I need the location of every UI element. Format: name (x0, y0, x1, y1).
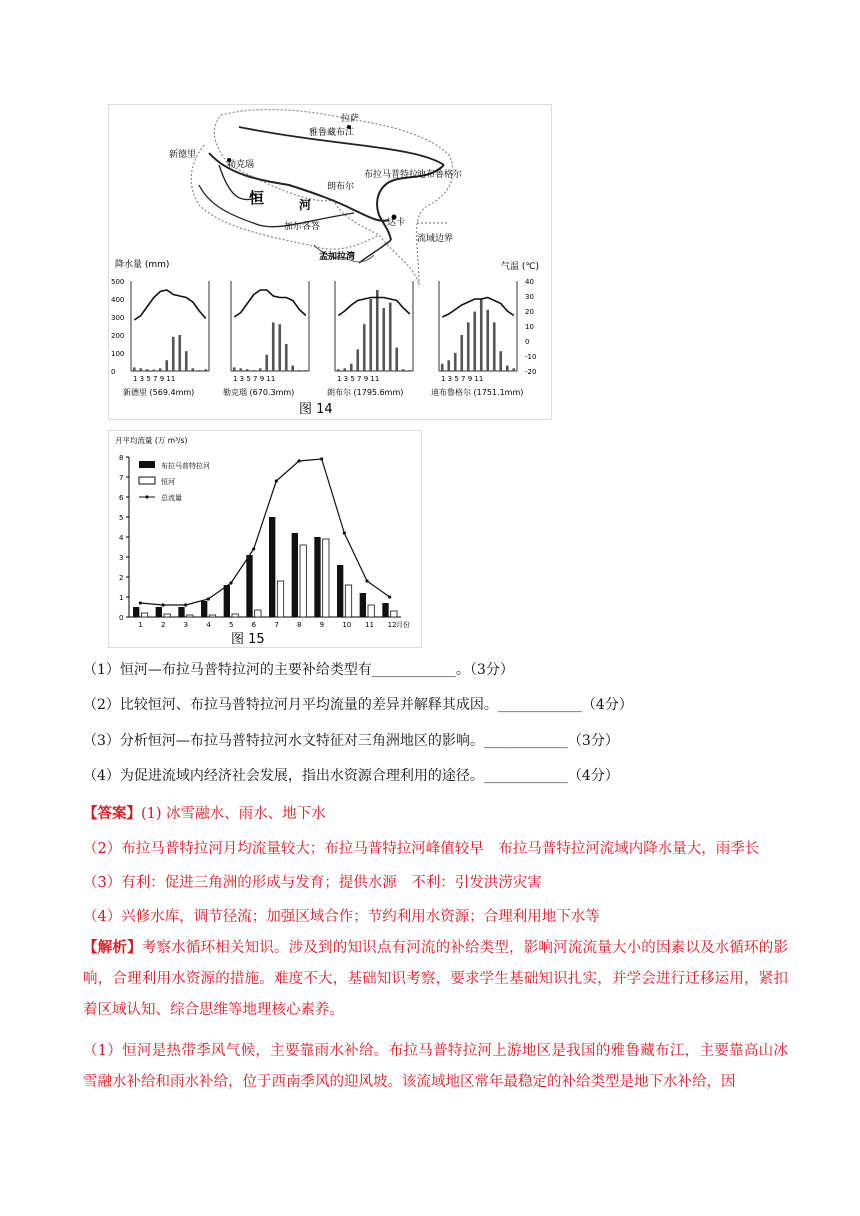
legend-label-brahmaputra: 布拉马普特拉河 (161, 462, 210, 470)
ganges-bar (232, 614, 238, 617)
y-tick-label: 3 (119, 554, 124, 562)
basin-boundary-south (191, 145, 379, 249)
total-flow-point (184, 603, 187, 606)
precip-bar (473, 312, 476, 371)
chart-x-unit: 月份 (396, 621, 410, 629)
analysis-paragraph-1: （1）恒河是热带季风气候，主要靠雨水补给。布拉马普特拉河上游地区是我国的雅鲁藏布江，主要靠高山冰雪融水补给和雨水补给，位于西南季风的迎风坡。该流域地区常年最稳定的补给类型是地下水补给，因 (83, 1043, 788, 1090)
precip-bar (172, 337, 175, 371)
figure-14-caption: 图 14 (299, 402, 333, 417)
total-flow-point (139, 601, 142, 604)
label-bay: 孟加拉湾 (319, 252, 356, 262)
precip-bar (191, 368, 194, 371)
precip-bar (198, 370, 201, 371)
month-ticks: 1 3 5 7 9 11 (233, 375, 276, 383)
precip-bar (272, 322, 275, 371)
label-yarlung: 雅鲁藏布江 (309, 128, 355, 138)
station-label: 勒克瑙 (670.3mm) (223, 388, 295, 397)
temp-tick: 40 (525, 278, 534, 286)
question-4: （4）为促进流域内经济社会发展，指出水资源合理利用的途径。____________（4分） (83, 768, 619, 784)
figure-14 (108, 104, 552, 420)
legend-dot-total (145, 495, 148, 498)
brahmaputra-bar (224, 585, 230, 617)
x-tick-label: 3 (183, 621, 189, 629)
temp-curve (134, 290, 206, 320)
figure-14-graphic (109, 105, 551, 419)
analysis-text: 考察水循环相关知识。涉及到的知识点有河流的补给类型，影响河流流量大小的因素以及水循环的影响，合理利用水资源的措施。难度不大，基础知识考察，要求学生基础知识扎实，并学会进行迁移运用，紧扣着区域认知、综合思维等地理核心素养。 (83, 940, 788, 1018)
precip-bar (233, 367, 236, 371)
precip-bar (408, 370, 411, 371)
x-tick-label: 6 (251, 621, 257, 629)
temp-curve (234, 290, 305, 317)
total-flow-point (275, 479, 278, 482)
ganges-bar (187, 615, 193, 617)
ganges-bar (345, 585, 351, 617)
total-flow-point (207, 597, 210, 600)
x-tick-label: 1 (138, 621, 143, 629)
total-flow-point (320, 457, 323, 460)
precip-bar (382, 308, 385, 371)
temp-tick: -20 (525, 368, 537, 376)
brahmaputra-bar (246, 555, 252, 617)
label-kolkata: 加尔各答 (284, 222, 321, 232)
precip-bar (337, 369, 340, 371)
month-ticks: 1 3 5 7 9 11 (337, 375, 380, 383)
question-1: （1）恒河—布拉马普特拉河的主要补给类型有____________。（3分） (83, 662, 514, 678)
precip-bar (350, 364, 353, 371)
precip-bar (291, 366, 294, 371)
total-flow-point (388, 595, 391, 598)
legend-label-total: 总流量 (161, 494, 182, 502)
precip-tick: 500 (111, 278, 125, 286)
question-3: （3）分析恒河—布拉马普特拉河水文特征对三角洲地区的影响。____________（3分） (83, 733, 619, 749)
precip-bar (239, 368, 242, 371)
x-tick-label: 12 (387, 621, 397, 629)
ganges-bar (277, 581, 283, 617)
precip-bar (480, 299, 483, 371)
precip-tick: 0 (111, 368, 116, 376)
label-ganges-2: 河 (299, 198, 312, 212)
ganges-bar (300, 545, 306, 617)
precip-bar (133, 367, 136, 371)
legend-swatch-brahmaputra (139, 461, 155, 468)
chart-y-title: 月平均流量 (万 m³/s) (115, 436, 188, 445)
label-ganges-1: 恒 (249, 189, 265, 207)
precip-bar (139, 368, 142, 371)
precip-bar (493, 322, 496, 371)
precip-bar (389, 303, 392, 371)
y-tick-label: 4 (119, 534, 124, 542)
precip-bar (252, 370, 255, 371)
precip-bar (165, 360, 168, 371)
brahmaputra-bar (360, 593, 366, 617)
label-patna: 朗布尔 (327, 182, 355, 192)
precip-bar (146, 369, 149, 371)
precip-bar (178, 335, 181, 371)
y-tick-label: 1 (119, 594, 124, 602)
ganges-bar (368, 605, 374, 617)
y-tick-label: 7 (119, 474, 124, 482)
ganges-bar (391, 611, 397, 617)
legend-label-ganges: 恒河 (161, 478, 175, 486)
temp-tick: 30 (525, 293, 534, 301)
month-ticks: 1 3 5 7 9 11 (441, 375, 484, 383)
temp-curve (442, 298, 514, 318)
temp-tick: 20 (525, 308, 534, 316)
precip-bar (506, 366, 509, 371)
answer-2: （2）布拉马普特拉河月均流量较大；布拉马普特拉河峰值较早 布拉马普特拉河流域内降水量大，雨季长 (83, 841, 760, 857)
answer-3: （3）有利：促进三角洲的形成与发育；提供水源 不利：引发洪涝灾害 (83, 875, 542, 891)
brahmaputra-bar (133, 607, 139, 617)
legend-swatch-ganges (139, 477, 155, 484)
label-dhaka: 达卡 (387, 218, 406, 228)
precip-tick: 300 (111, 314, 125, 322)
precip-bar (395, 348, 398, 371)
precip-bar (304, 370, 307, 371)
precip-bar (152, 370, 155, 371)
y-tick-label: 5 (119, 514, 124, 522)
x-tick-label: 8 (297, 621, 302, 629)
precip-bar (441, 364, 444, 371)
y-tick-label: 8 (119, 454, 124, 462)
brahmaputra-bar (156, 607, 162, 617)
ganges-bar (255, 610, 261, 617)
brahmaputra-bar (382, 603, 388, 617)
label-lucknow: 勒克瑙 (227, 160, 255, 170)
precip-bar (376, 290, 379, 371)
precip-tick: 100 (111, 350, 125, 358)
figure-15 (108, 430, 422, 648)
delta-channel (359, 240, 391, 263)
total-flow-point (297, 459, 300, 462)
precip-bar (512, 368, 515, 371)
total-flow-point (365, 579, 368, 582)
answer-line-1 (83, 802, 326, 823)
temp-curve (338, 298, 410, 316)
brahmaputra-bar (201, 601, 207, 617)
station-label: 迪布鲁格尔 (1751.1mm) (431, 388, 524, 397)
precip-tick: 400 (111, 296, 125, 304)
x-tick-label: 4 (206, 621, 211, 629)
brahmaputra-bar (292, 533, 298, 617)
precip-bar (343, 368, 346, 371)
precip-bar (363, 324, 366, 371)
precip-bar (204, 369, 207, 371)
total-flow-line (140, 459, 389, 605)
precip-bar (454, 353, 457, 371)
x-tick-label: 9 (319, 621, 325, 629)
temp-tick: 10 (525, 323, 534, 331)
precip-bar (447, 360, 450, 371)
ganges-bar (164, 614, 170, 617)
total-flow-point (161, 603, 164, 606)
ganges-bar (141, 613, 147, 617)
brahmaputra-bar (337, 565, 343, 617)
question-2: （2）比较恒河、布拉马普特拉河月平均流量的差异并解释其成因。____________（4分） (83, 697, 633, 713)
precip-bar (499, 351, 502, 371)
brahmaputra-bar (269, 517, 275, 617)
total-flow-point (252, 547, 255, 550)
precip-bar (285, 344, 288, 371)
temp-axis-title: 气温 (℃) (501, 262, 539, 272)
precip-bar (259, 368, 262, 371)
precip-bar (278, 324, 281, 371)
brahmaputra-bar (178, 607, 184, 617)
y-tick-label: 2 (119, 574, 124, 582)
figure-15-caption: 图 15 (231, 632, 265, 647)
x-tick-label: 7 (274, 621, 279, 629)
brahmaputra-bar (314, 537, 320, 617)
x-tick-label: 5 (229, 621, 234, 629)
precip-bar (159, 368, 162, 371)
precip-bar (246, 369, 249, 371)
y-tick-label: 0 (119, 614, 124, 622)
label-newdelhi: 新德里 (169, 150, 197, 160)
station-label: 新德里 (569.4mm) (123, 388, 195, 397)
answer-1: (1) 冰雪融水、雨水、地下水 (141, 806, 326, 822)
precip-bar (460, 335, 463, 371)
precip-bar (369, 299, 372, 371)
precip-bar (298, 370, 301, 371)
label-dibrugarh: 迪布鲁格尔 (417, 170, 463, 180)
precip-bar (486, 310, 489, 371)
total-flow-point (229, 581, 232, 584)
month-ticks: 1 3 5 7 9 11 (133, 375, 176, 383)
answer-4: （4）兴修水库，调节径流；加强区域合作；节约利用水资源；合理利用地下水等 (83, 909, 600, 925)
precip-bar (185, 351, 188, 371)
x-tick-label: 2 (161, 621, 166, 629)
figure-15-chart (109, 431, 421, 647)
precip-bar (356, 349, 359, 371)
y-tick-label: 6 (119, 494, 124, 502)
answer-tag: 【答案】 (83, 805, 141, 822)
station-label: 朗布尔 (1795.6mm) (327, 388, 404, 397)
temp-tick: 0 (525, 338, 530, 346)
x-tick-label: 10 (342, 621, 352, 629)
analysis-paragraph (83, 932, 788, 1026)
total-flow-point (343, 531, 346, 534)
ganges-bar (209, 615, 215, 617)
legend-boundary: 流域边界 (417, 234, 454, 244)
label-lasa: 拉萨 (341, 114, 360, 124)
precip-tick: 200 (111, 332, 125, 340)
precip-bar (402, 369, 405, 371)
x-tick-label: 11 (365, 621, 374, 629)
label-brahmaputra: 布拉马普特拉 (364, 170, 419, 180)
precip-bar (467, 322, 470, 371)
analysis-tag: 【解析】 (83, 939, 142, 956)
ganges-bar (323, 539, 329, 617)
precip-axis-title: 降水量 (mm) (115, 260, 170, 270)
climate-charts (111, 278, 536, 397)
precip-bar (265, 355, 268, 371)
temp-tick: -10 (525, 353, 537, 361)
flow-plot (119, 454, 401, 629)
